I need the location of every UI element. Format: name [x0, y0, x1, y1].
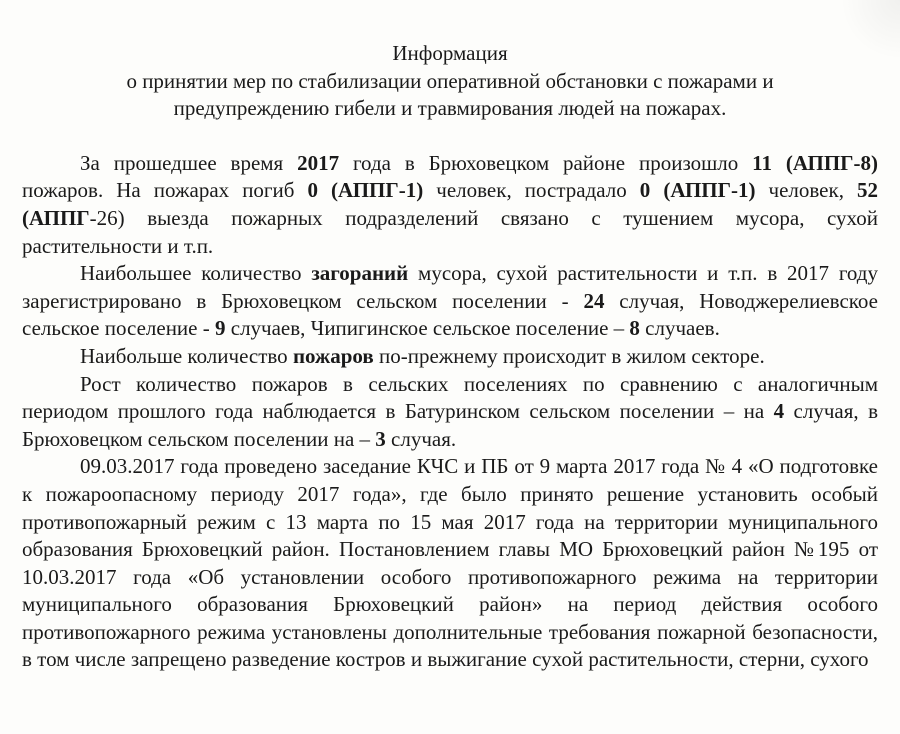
p1-injured-count: 0 (АППГ-1) — [639, 178, 756, 203]
title-subline-2: предупреждению гибели и травмирования людей на пожарах. — [173, 96, 727, 121]
p3-text-1: Наибольше количество — [80, 343, 293, 368]
p1-text-3: пожаров. На пожарах погиб — [22, 178, 308, 203]
p1-text-2: года в Брюховецком районе произошло — [339, 150, 753, 175]
p1-text-5: человек, — [755, 178, 857, 203]
paragraph-fire-statistics — [22, 150, 878, 260]
p1-text-4: человек, пострадало — [423, 178, 640, 203]
p4-bryukhovetsky-count: 3 — [375, 426, 386, 451]
p2-text-1: Наибольшее количество — [80, 261, 312, 286]
paragraph-special-fire-regime: 09.03.2017 года проведено заседание КЧС и ПБ от 9 марта 2017 года № 4 «О подготовке к пожароопасному периоду 2017 года», где было принято решение установить особый противопожарный режим с 13 марта по 15 мая 2017 года на территории муниципального образования Брюховецкий район. Постановлением главы МО Брюховецкий район №195 от 10.03.2017 года «Об установлении особого противопожарного режима на территории муниципального образования Брюховецкий район» на период действия особого противопожарного режима установлены дополнительные требования пожарной безопасности, в том числе запрещено разведение костров и выжигание сухой растительности, стерни, сухого — [22, 454, 878, 672]
p1-text-6: -26) выезда пожарных подразделений связано с тушением мусора, сухой растительности и т.п. — [22, 205, 878, 258]
p2-ignitions-word: загораний — [311, 261, 409, 286]
title-spacer — [22, 123, 878, 150]
p2-text-2: мусора, сухой растительности и т.п. в 2017 году зарегистрировано в Брюховецком сельском поселении - — [22, 261, 878, 313]
p3-fires-word: пожаров — [292, 343, 374, 368]
p3-text-2: по-прежнему происходит в жилом секторе. — [373, 343, 765, 368]
p1-text-1: За прошедшее время — [80, 150, 298, 175]
paragraph-residential-sector — [22, 343, 878, 371]
title-subline-1: о принятии мер по стабилизации оперативной обстановки с пожарами и — [126, 68, 774, 93]
p1-deaths-count: 0 (АППГ-1) — [307, 178, 424, 203]
document-body — [22, 40, 878, 674]
p4-text-2: случая, в Брюховецком сельском поселении на – — [22, 399, 878, 451]
document-title — [22, 40, 878, 123]
p2-novodzhereli-count: 9 — [215, 316, 226, 341]
p4-baturinsky-count: 4 — [773, 399, 785, 424]
p4-text-3: случая. — [385, 426, 457, 451]
p2-text-4: случаев, Чипигинское сельское поселение – — [225, 316, 630, 341]
paragraph-growth-comparison — [22, 371, 878, 454]
p2-text-3: случая, Новоджерелиевское сельское поселение - — [22, 288, 878, 341]
p2-chipiginskoe-count: 8 — [629, 316, 640, 341]
p1-calls-count: 52 (АППГ — [22, 178, 878, 230]
title-heading: Информация — [392, 41, 508, 65]
p2-bryukhovetsky-count: 24 — [583, 288, 605, 313]
p4-text-1: Рост количество пожаров в сельских поселениях по сравнению с аналогичным периодом прошлого года наблюдается в Батуринском сельском поселении – на — [22, 371, 878, 424]
p2-text-5: случаев. — [639, 316, 720, 341]
paragraph-ignitions-by-settlement — [22, 260, 878, 343]
p1-year: 2017 — [297, 150, 340, 175]
p1-fires-count: 11 (АППГ-8) — [752, 150, 879, 175]
